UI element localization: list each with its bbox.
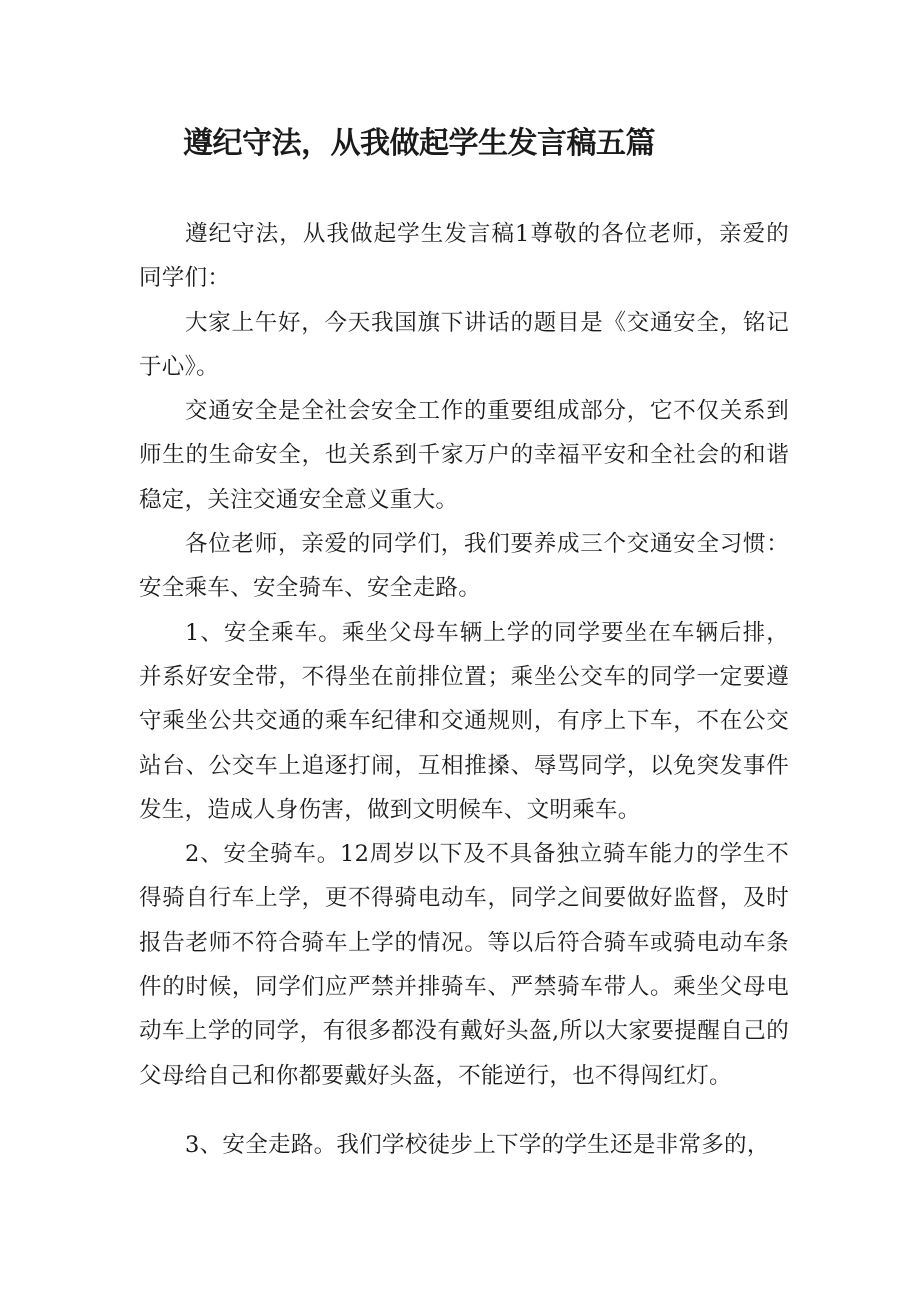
paragraph-walking: 3、安全走路。我们学校徒步上下学的学生还是非常多的， [185,1131,770,1158]
paragraph-riding-vehicle: 1、安全乘车。乘坐父母车辆上学的同学要坐在车辆后排，并系好安全带，不得坐在前排位置；乘坐公交车的同学一定要遵守乘坐公共交通的乘车纪律和交通规则，有序上下车，不在公交站台、公交车上追逐打闹，互相推搡、辱骂同学，以免突发事件发生，造成人身伤害，做到文明候车、文明乘车。 [139,619,789,823]
document-body [139,212,789,1167]
document-title: 遵纪守法，从我做起学生发言稿五篇 [183,126,655,161]
paragraph-importance: 交通安全是全社会安全工作的重要组成部分，它不仅关系到师生的生命安全，也关系到千家万户的幸福平安和全社会的和谐稳定，关注交通安全意义重大。 [139,398,789,513]
paragraph-topic: 大家上午好，今天我国旗下讲话的题目是《交通安全，铭记于心》。 [139,309,789,380]
paragraph-cycling: 2、安全骑车。12周岁以下及不具备独立骑车能力的学生不得骑自行车上学，更不得骑电动车，同学之间要做好监督，及时报告老师不符合骑车上学的情况。等以后符合骑车或骑电动车条件的时候，同学们应严禁并排骑车、严禁骑车带人。乘坐父母电动车上学的同学，有很多都没有戴好头盔,所以大家要提醒自己的父母给自己和你都要戴好头盔，不能逆行，也不得闯红灯。 [139,841,789,1089]
paragraph-habits: 各位老师，亲爱的同学们，我们要养成三个交通安全习惯：安全乘车、安全骑车、安全走路。 [139,531,789,602]
paragraph-greeting: 遵纪守法，从我做起学生发言稿1尊敬的各位老师，亲爱的同学们： [139,221,789,292]
